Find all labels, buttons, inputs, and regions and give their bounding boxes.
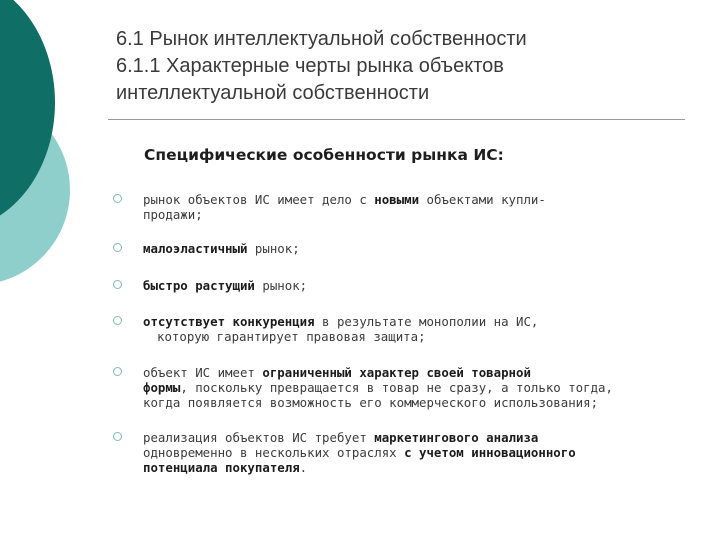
bullet-text: продажи; xyxy=(143,207,203,222)
bullet-marker-icon xyxy=(113,194,122,203)
bullet-text: одновременно в нескольких отраслях xyxy=(143,445,405,460)
list-item xyxy=(143,241,688,256)
bullet-text: реализация объектов ИС требует xyxy=(143,430,375,445)
bullet-text: когда появляется возможность его коммерческого использования; xyxy=(143,395,599,410)
bullet-emphasis: быстро растущий xyxy=(143,278,255,293)
bullet-emphasis: новыми xyxy=(374,192,420,207)
list-item xyxy=(143,192,688,222)
bullet-marker-icon xyxy=(113,432,122,441)
slide-title xyxy=(116,26,696,107)
bullet-text: объектами купли- xyxy=(419,192,546,207)
bullet-text: рынок; xyxy=(254,278,308,293)
bullet-emphasis: маркетингового анализа xyxy=(374,430,539,445)
bullet-emphasis: ограниченный характер своей товарной xyxy=(262,365,531,380)
title-line-3: интеллектуальной собственности xyxy=(116,82,430,104)
bullet-text: объект ИС имеет xyxy=(143,365,263,380)
bullet-text: рынок объектов ИС имеет дело с xyxy=(143,192,375,207)
bullet-text: которую гарантирует правовая защита; xyxy=(157,329,426,344)
list-item xyxy=(143,278,688,293)
list-item xyxy=(143,314,688,344)
list-item xyxy=(143,430,688,475)
section-subheading: Специфические особенности рынка ИС: xyxy=(144,146,504,164)
bullet-text: , поскольку превращается в товар не сразу, а только тогда, xyxy=(180,380,613,395)
bullet-text: в результате монополии на ИС, xyxy=(314,314,539,329)
bullet-marker-icon xyxy=(113,243,122,252)
bullet-emphasis: потенциала покупателя xyxy=(143,460,300,475)
bullet-text: . xyxy=(299,460,308,475)
title-line-2: 6.1.1 Характерные черты рынка объектов xyxy=(116,55,504,77)
bullet-text: рынок; xyxy=(247,241,300,256)
title-line-1: 6.1 Рынок интеллектуальной собственности xyxy=(116,28,527,50)
bullet-emphasis: малоэластичный xyxy=(143,241,248,256)
bullet-emphasis: формы xyxy=(143,380,181,395)
bullet-emphasis: отсутствует конкуренция xyxy=(143,314,315,329)
title-divider xyxy=(108,119,685,120)
list-item xyxy=(143,365,688,410)
bullet-marker-icon xyxy=(113,316,122,325)
bullet-emphasis: с учетом инновационного xyxy=(404,445,576,460)
bullet-marker-icon xyxy=(113,367,122,376)
bullet-marker-icon xyxy=(113,280,122,289)
